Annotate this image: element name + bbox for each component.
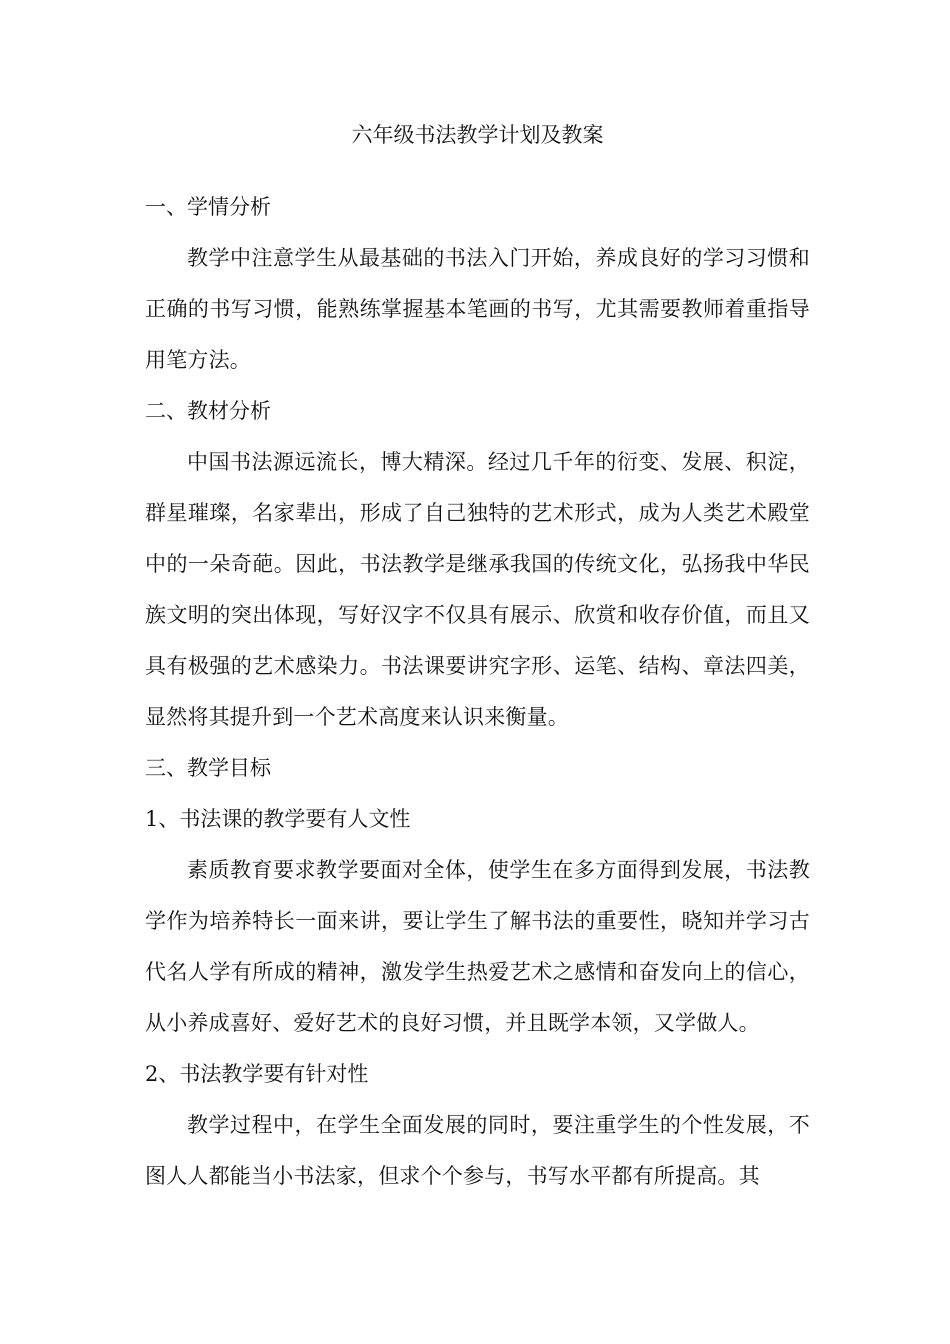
section-heading-teaching-goals: 三、教学目标 (145, 756, 271, 780)
paragraph-targeted: 教学过程中，在学生全面发展的同时，要注重学生的个性发展，不图人人都能当小书法家，但求个个参与，书写水平都有所提高。其 (145, 1113, 810, 1188)
paragraph-humanistic: 素质教育要求教学要面对全体，使学生在多方面得到发展，书法教学作为培养特长一面来讲，要让学生了解书法的重要性，晓知并学习古代名人学有所成的精神，激发学生热爱艺术之感情和奋发向上的信心，从小养成喜好、爱好艺术的良好习惯，并且既学本领，又学做人。 (145, 858, 810, 1035)
document-body (145, 118, 810, 1202)
section-heading-material-analysis: 二、教材分析 (145, 399, 271, 423)
section-heading-learner-analysis: 一、学情分析 (145, 195, 271, 219)
subheading-humanistic: 1、书法课的教学要有人文性 (145, 807, 411, 831)
paragraph-learner-analysis: 教学中注意学生从最基础的书法入门开始，养成良好的学习习惯和正确的书写习惯，能熟练掌握基本笔画的书写，尤其需要教师着重指导用笔方法。 (145, 246, 810, 372)
document-title: 六年级书法教学计划及教案 (351, 123, 604, 147)
paragraph-material-analysis: 中国书法源远流长，博大精深。经过几千年的衍变、发展、积淀，群星璀璨，名家辈出，形成了自己独特的艺术形式，成为人类艺术殿堂中的一朵奇葩。因此，书法教学是继承我国的传统文化，弘扬我中华民族文明的突出体现，写好汉字不仅具有展示、欣赏和收存价值，而且又具有极强的艺术感染力。书法课要讲究字形、运笔、结构、章法四美，显然将其提升到一个艺术高度来认识来衡量。 (145, 450, 810, 729)
subheading-targeted: 2、书法教学要有针对性 (145, 1062, 369, 1086)
